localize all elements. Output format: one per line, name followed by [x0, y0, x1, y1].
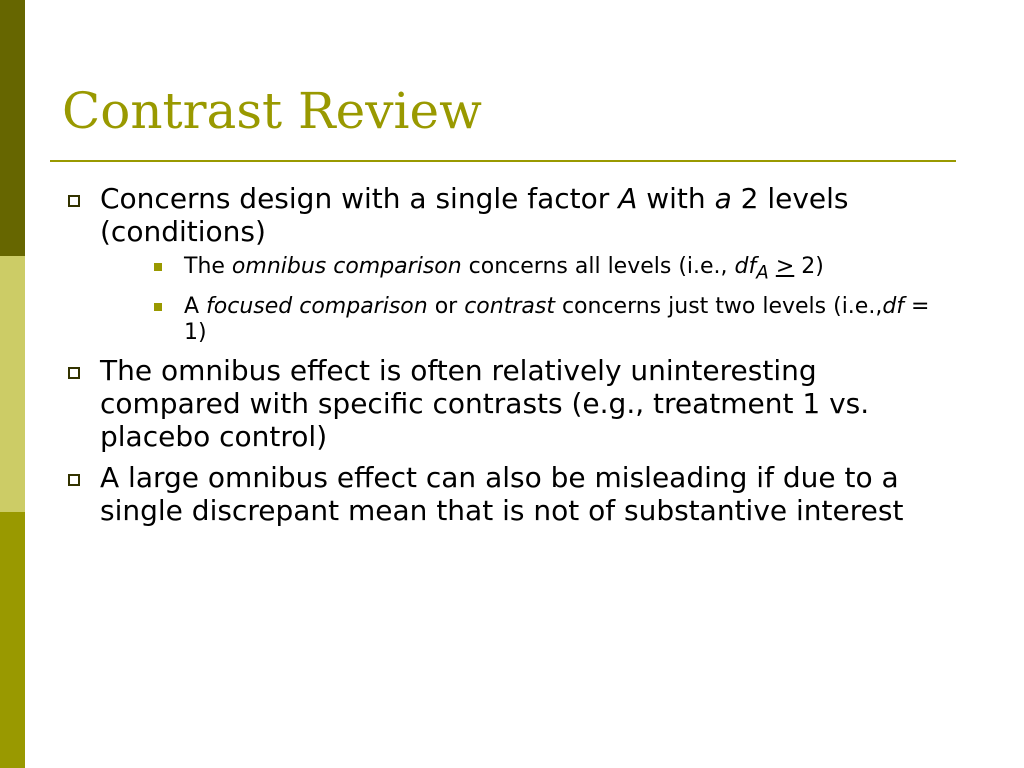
bullet-text: A large omnibus effect can also be misleading if due to a single discrepant mean that is not of substantive interest: [100, 461, 904, 528]
spacer-text: [769, 254, 776, 279]
sub-bullet-text: 2): [794, 254, 824, 279]
bullet-item-3: [62, 461, 942, 527]
sub-bullet-text: = 1): [184, 294, 930, 346]
filled-square-bullet-icon: [154, 303, 162, 311]
hollow-square-bullet-icon: [68, 474, 80, 486]
filled-square-bullet-icon: [154, 263, 162, 271]
hollow-square-bullet-icon: [68, 367, 80, 379]
sub-bullet-item-2: [138, 294, 942, 346]
bullet-text: The omnibus effect is often relatively uninteresting compared with specific contrasts (e.g., treatment 1 vs. placebo control): [100, 354, 870, 454]
levels-symbol: a: [714, 182, 732, 215]
side-bar-segment-dark: [0, 0, 25, 256]
sub-bullet-text: or: [427, 294, 465, 320]
bullet-item-2: [62, 354, 942, 453]
sub-bullet-text: concerns all levels (i.e.,: [461, 254, 735, 279]
bullet-text: Concerns design with a single factor: [100, 182, 619, 215]
factor-symbol: A: [618, 182, 638, 215]
hollow-square-bullet-icon: [68, 195, 80, 207]
term-omnibus-comparison: omnibus comparison: [231, 254, 462, 279]
sub-bullet-list: [100, 254, 942, 346]
sub-bullet-text: The: [184, 254, 232, 279]
bullet-text: 2 levels (conditions): [100, 182, 849, 248]
sub-bullet-text: concerns just two levels (i.e.,: [554, 294, 883, 320]
slide-title: Contrast Review: [62, 82, 482, 140]
side-accent-bar: [0, 0, 25, 768]
bullet-item-1: [62, 182, 942, 346]
sub-bullet-text: A: [184, 294, 207, 320]
df-symbol: df: [882, 294, 905, 320]
greater-equal-symbol: >: [775, 254, 795, 279]
side-bar-segment-light: [0, 256, 25, 512]
df-symbol: df: [734, 254, 757, 279]
sub-bullet-item-1: [138, 254, 942, 286]
slide-content: [62, 182, 942, 535]
side-bar-segment-mid: [0, 512, 25, 768]
bullet-text: with: [637, 182, 715, 215]
term-focused-comparison: focused comparison: [206, 294, 428, 320]
df-subscript: A: [756, 262, 769, 284]
term-contrast: contrast: [464, 294, 555, 320]
title-underline: [50, 160, 956, 162]
